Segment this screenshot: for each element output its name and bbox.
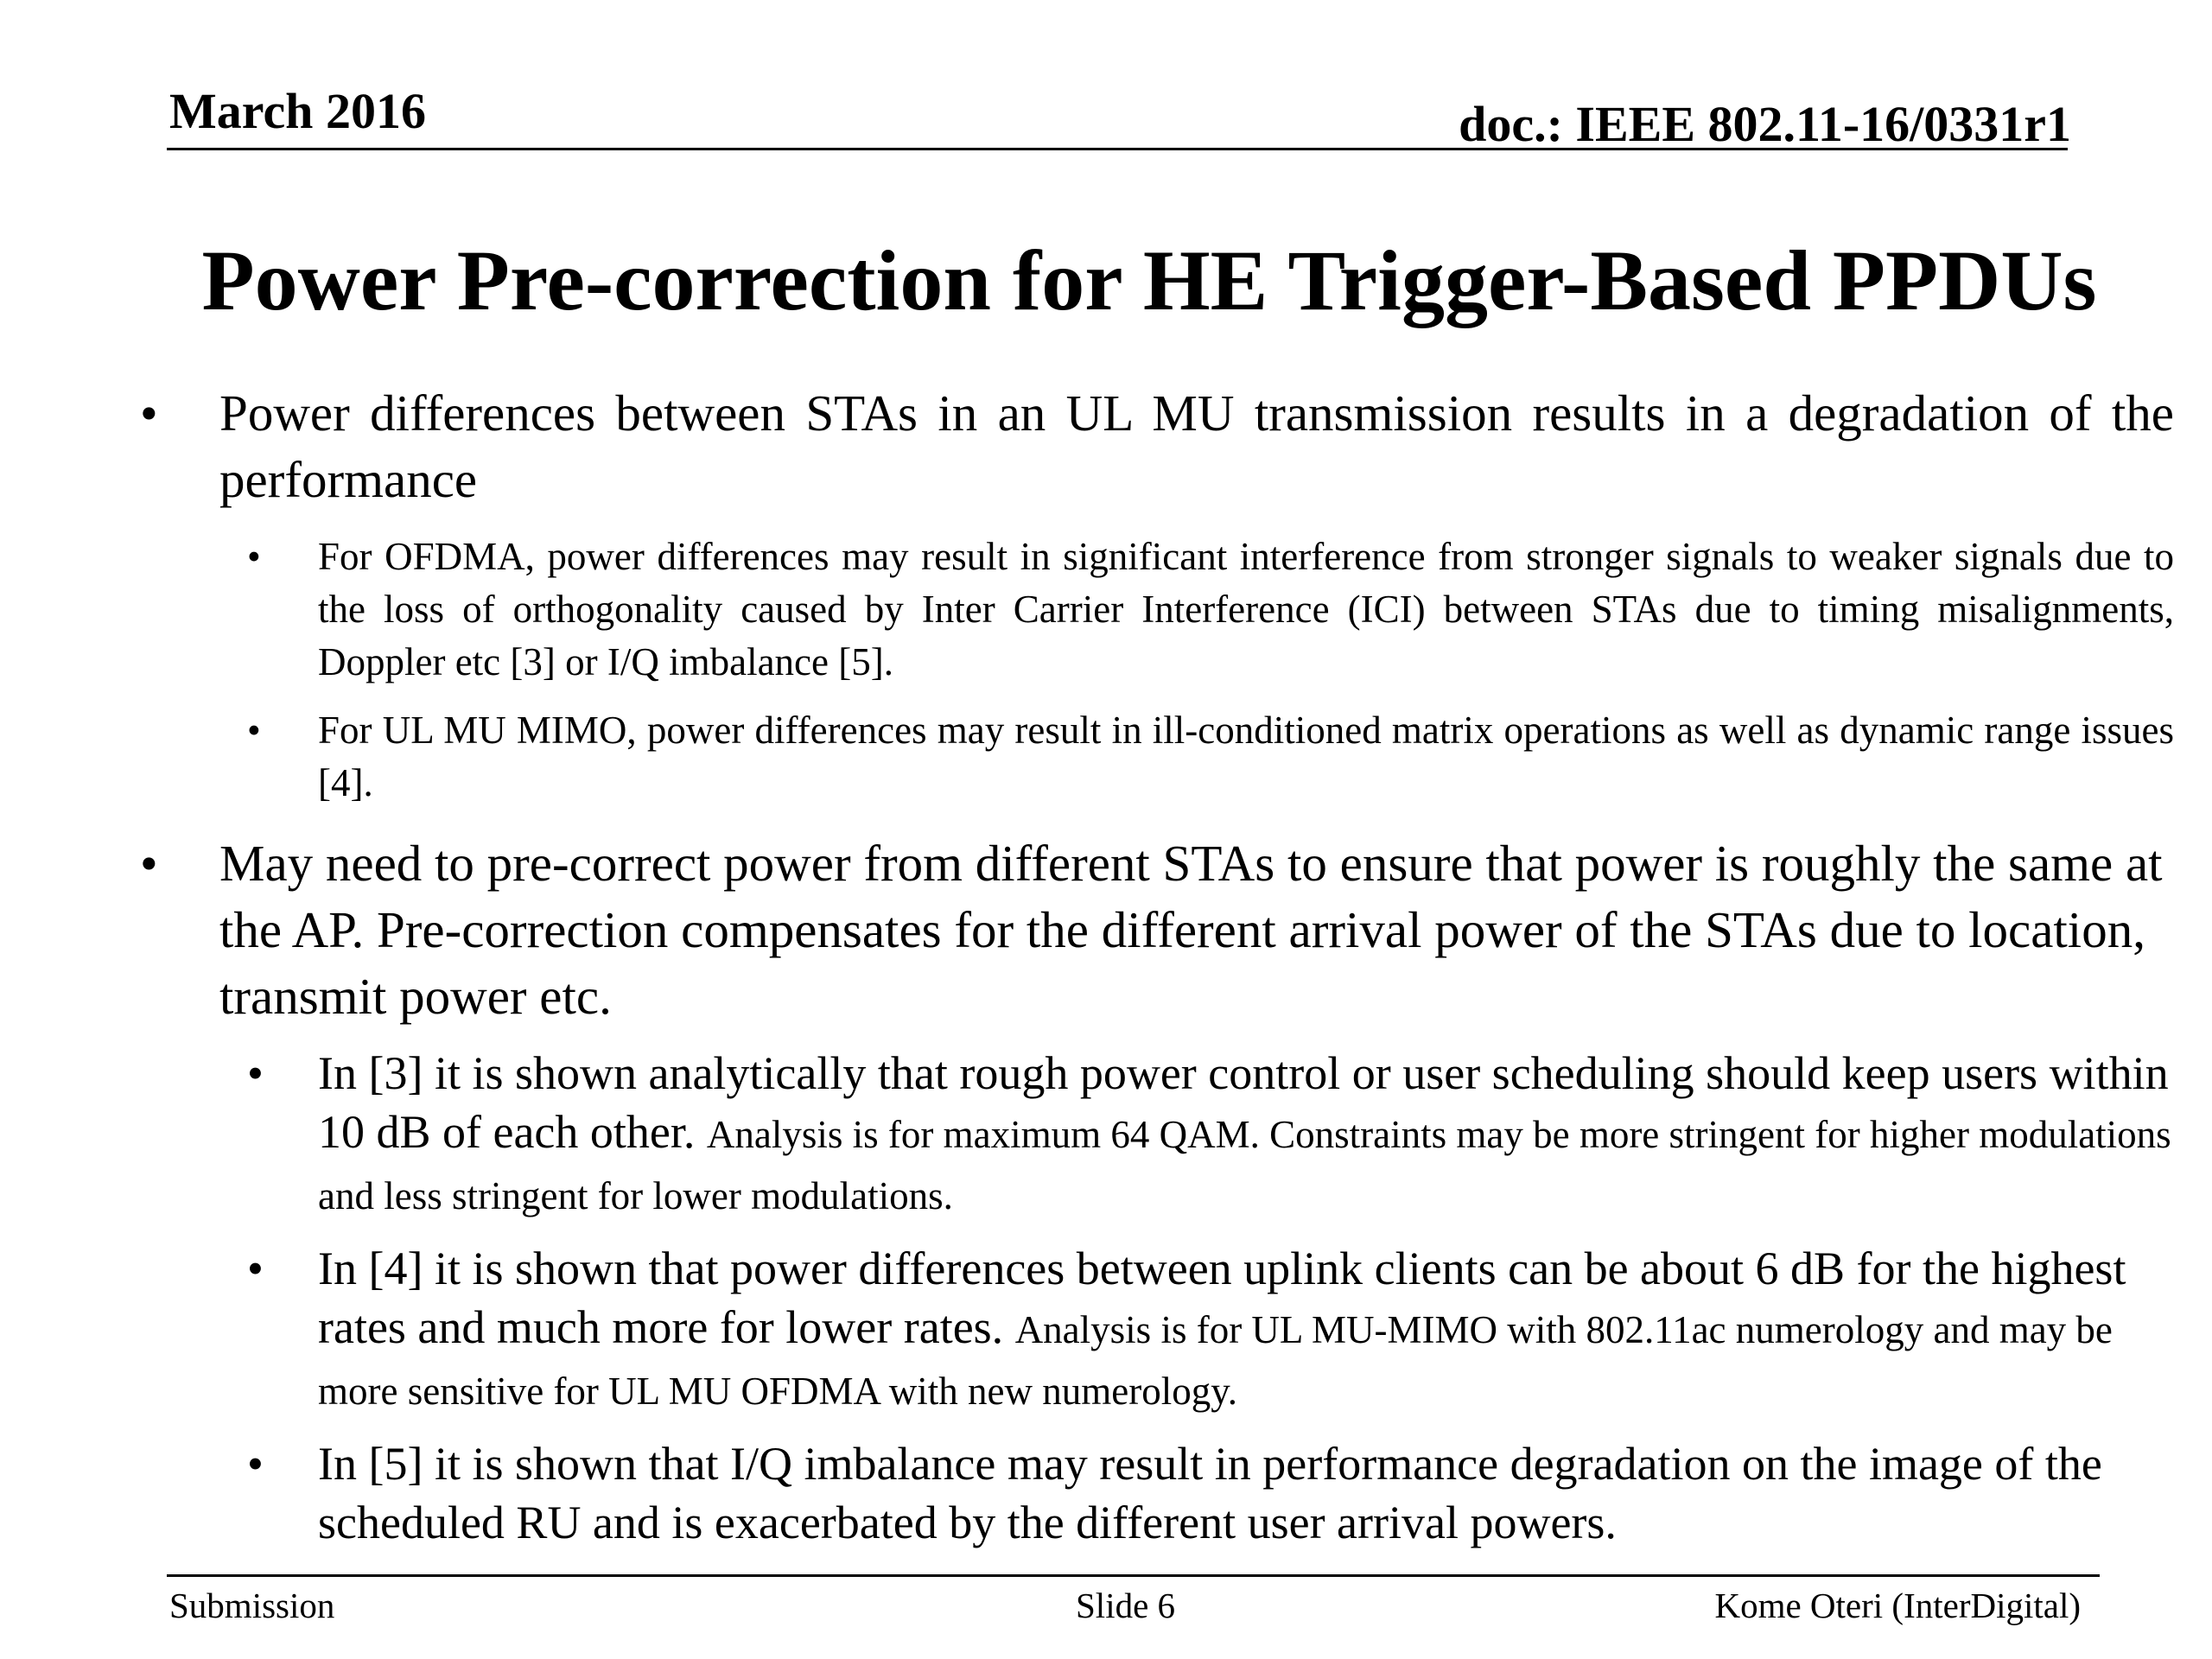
bullet-1-sub-2 bbox=[247, 704, 2174, 810]
bullet-marker: • bbox=[140, 385, 158, 442]
header-date: March 2016 bbox=[169, 83, 426, 139]
header-doc-id: doc.: IEEE 802.11-16/0331r1 bbox=[1459, 96, 2071, 152]
footer-author: Kome Oteri (InterDigital) bbox=[1714, 1586, 2081, 1625]
bullet-marker: • bbox=[247, 1047, 264, 1099]
bullet-2-sub-3-main: In [5] it is shown that I/Q imbalance may result in performance degradation on the image of the scheduled RU and is exacerbated by the different user arrival powers. bbox=[318, 1438, 2102, 1548]
bullet-marker: • bbox=[140, 835, 158, 892]
bullet-2-sub-2-main: In [4] it is shown that power differences between uplink clients can be about 6 dB for the highest rates and much more for lower rates. bbox=[318, 1243, 2126, 1353]
slide-body bbox=[0, 380, 2212, 1552]
bullet-marker: • bbox=[247, 535, 261, 578]
bullet-2 bbox=[140, 830, 2174, 1030]
bullet-1-sub-2-text: For UL MU MIMO, power differences may result in ill-conditioned matrix operations as well as dynamic range issues [4]. bbox=[318, 709, 2174, 804]
bullet-2-sub-1-main: In [3] it is shown analytically that rough power control or user scheduling should keep users within 10 dB of each other. bbox=[318, 1047, 2169, 1158]
bullet-2-sub-1-detail: Analysis is for maximum 64 QAM. Constraints may be more stringent for higher modulations and less stringent for lower modulations. bbox=[318, 1113, 2171, 1217]
footer-submission: Submission bbox=[169, 1586, 335, 1625]
header-divider bbox=[167, 148, 2068, 150]
bullet-1-text: Power differences between STAs in an UL MU transmission results in a degradation of the performance bbox=[219, 385, 2174, 508]
bullet-2-sub-2-detail: Analysis is for UL MU-MIMO with 802.11ac numerology and may be more sensitive for UL MU OFDMA with new numerology. bbox=[318, 1308, 2113, 1413]
bullet-2-sub-1 bbox=[247, 1044, 2174, 1225]
bullet-1-sub-1-text: For OFDMA, power differences may result in significant interference from stronger signals to weaker signals due to the loss of orthogonality caused by Inter Carrier Interference (ICI) between STAs due to timing misalignments, Doppler etc [3] or I/Q imbalance [5]. bbox=[318, 535, 2174, 683]
bullet-2-sub-3 bbox=[247, 1434, 2174, 1552]
bullet-2-sub-2 bbox=[247, 1239, 2174, 1421]
bullet-2-text: May need to pre-correct power from different STAs to ensure that power is roughly the same at the AP. Pre-correction compensates for the different arrival power of the STAs due to location, transmit power etc. bbox=[219, 835, 2163, 1025]
bullet-1 bbox=[140, 380, 2174, 513]
footer-divider bbox=[167, 1574, 2100, 1577]
bullet-marker: • bbox=[247, 1243, 264, 1294]
bullet-marker: • bbox=[247, 1438, 264, 1490]
slide-title: Power Pre-correction for HE Trigger-Based PPDUs bbox=[201, 232, 2097, 328]
bullet-1-sub-1 bbox=[247, 531, 2174, 689]
footer-slide-number: Slide 6 bbox=[1076, 1586, 1176, 1625]
bullet-marker: • bbox=[247, 709, 261, 752]
